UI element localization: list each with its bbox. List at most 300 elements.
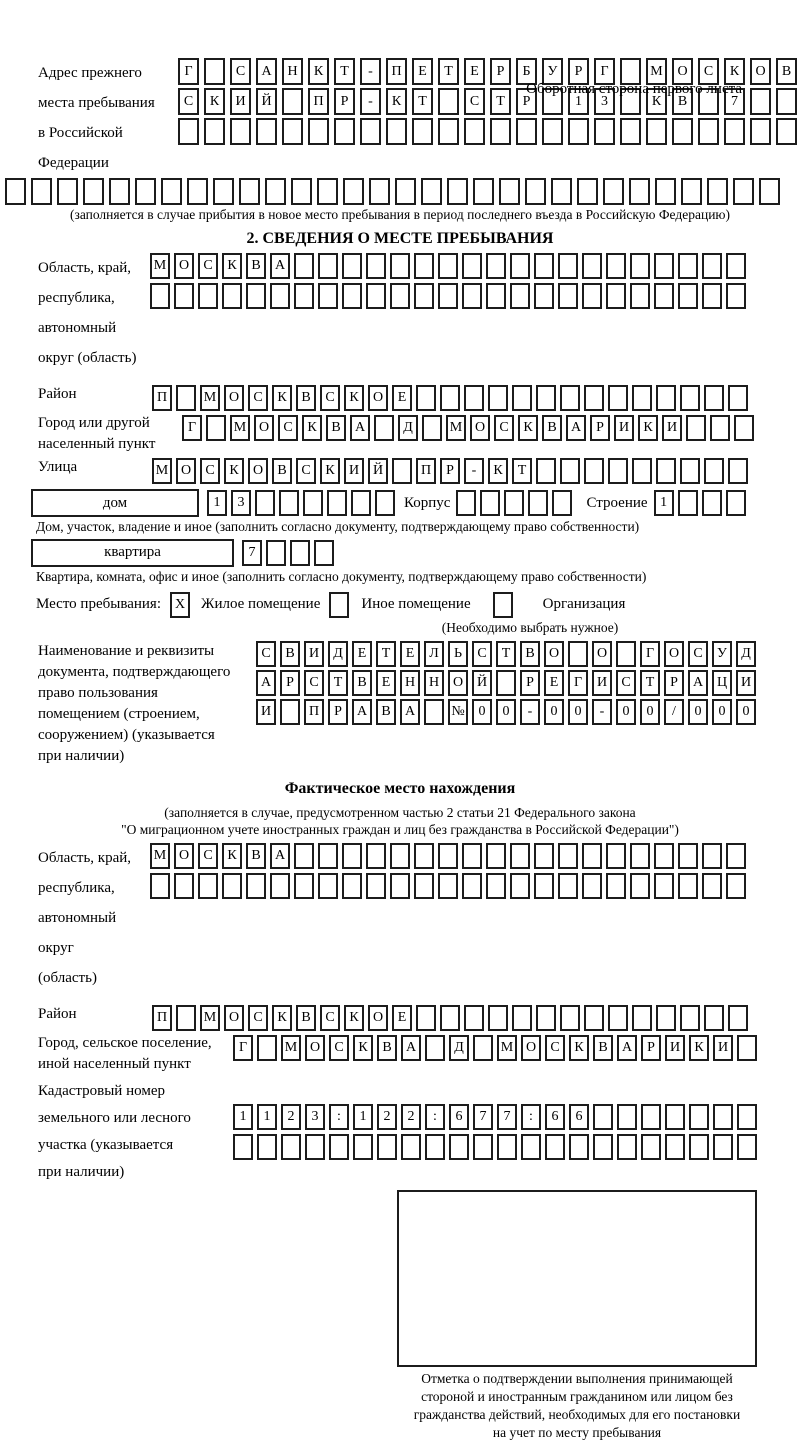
char-cell[interactable] bbox=[713, 1104, 733, 1130]
char-cell[interactable]: С bbox=[329, 1035, 349, 1061]
char-cell[interactable]: К bbox=[569, 1035, 589, 1061]
char-cell[interactable] bbox=[617, 1134, 637, 1160]
char-cell[interactable] bbox=[582, 253, 602, 279]
char-cell[interactable] bbox=[414, 253, 434, 279]
char-cell[interactable]: Р bbox=[280, 670, 300, 696]
char-cell[interactable]: - bbox=[360, 58, 381, 85]
char-cell[interactable]: Р bbox=[516, 88, 537, 115]
char-cell[interactable] bbox=[438, 283, 458, 309]
char-cell[interactable] bbox=[681, 178, 702, 205]
char-cell[interactable] bbox=[678, 490, 698, 516]
char-cell[interactable] bbox=[187, 178, 208, 205]
char-cell[interactable]: А bbox=[256, 58, 277, 85]
char-cell[interactable]: Г bbox=[640, 641, 660, 667]
char-cell[interactable] bbox=[233, 1134, 253, 1160]
char-cell[interactable]: 1 bbox=[257, 1104, 277, 1130]
char-cell[interactable] bbox=[246, 873, 266, 899]
char-cell[interactable]: И bbox=[713, 1035, 733, 1061]
char-cell[interactable] bbox=[375, 490, 395, 516]
char-cell[interactable] bbox=[279, 490, 299, 516]
char-cell[interactable] bbox=[534, 873, 554, 899]
char-cell[interactable] bbox=[424, 699, 444, 725]
char-cell[interactable] bbox=[390, 283, 410, 309]
char-cell[interactable]: И bbox=[736, 670, 756, 696]
char-cell[interactable] bbox=[510, 873, 530, 899]
char-cell[interactable] bbox=[282, 118, 303, 145]
char-cell[interactable]: К bbox=[344, 385, 364, 411]
char-cell[interactable] bbox=[31, 178, 52, 205]
char-cell[interactable]: К bbox=[689, 1035, 709, 1061]
char-cell[interactable] bbox=[392, 458, 412, 484]
char-cell[interactable]: В bbox=[542, 415, 562, 441]
char-cell[interactable]: С bbox=[464, 88, 485, 115]
char-cell[interactable]: Н bbox=[282, 58, 303, 85]
char-cell[interactable]: С bbox=[248, 385, 268, 411]
char-cell[interactable] bbox=[724, 118, 745, 145]
char-cell[interactable]: В bbox=[272, 458, 292, 484]
char-cell[interactable] bbox=[366, 253, 386, 279]
char-cell[interactable]: Т bbox=[334, 58, 355, 85]
char-cell[interactable]: С bbox=[304, 670, 324, 696]
char-cell[interactable]: М bbox=[150, 253, 170, 279]
char-cell[interactable] bbox=[737, 1035, 757, 1061]
char-cell[interactable]: Е bbox=[412, 58, 433, 85]
char-cell[interactable] bbox=[416, 385, 436, 411]
char-cell[interactable] bbox=[342, 253, 362, 279]
char-cell[interactable] bbox=[206, 415, 226, 441]
char-cell[interactable]: Р bbox=[520, 670, 540, 696]
char-cell[interactable]: У bbox=[712, 641, 732, 667]
char-cell[interactable]: 0 bbox=[616, 699, 636, 725]
char-cell[interactable] bbox=[486, 843, 506, 869]
char-cell[interactable] bbox=[728, 1005, 748, 1031]
char-cell[interactable] bbox=[342, 843, 362, 869]
char-cell[interactable]: 6 bbox=[449, 1104, 469, 1130]
char-cell[interactable] bbox=[473, 1035, 493, 1061]
char-cell[interactable] bbox=[318, 843, 338, 869]
char-cell[interactable] bbox=[656, 1005, 676, 1031]
char-cell[interactable] bbox=[83, 178, 104, 205]
char-cell[interactable] bbox=[440, 1005, 460, 1031]
char-cell[interactable] bbox=[704, 458, 724, 484]
char-cell[interactable]: Й bbox=[256, 88, 277, 115]
char-cell[interactable] bbox=[499, 178, 520, 205]
char-cell[interactable]: А bbox=[688, 670, 708, 696]
char-cell[interactable] bbox=[390, 843, 410, 869]
char-cell[interactable]: О bbox=[176, 458, 196, 484]
char-cell[interactable] bbox=[198, 283, 218, 309]
char-cell[interactable] bbox=[558, 253, 578, 279]
char-cell[interactable]: К bbox=[353, 1035, 373, 1061]
char-cell[interactable] bbox=[462, 283, 482, 309]
char-cell[interactable] bbox=[150, 873, 170, 899]
char-cell[interactable] bbox=[318, 253, 338, 279]
char-cell[interactable]: - bbox=[592, 699, 612, 725]
char-cell[interactable]: 2 bbox=[377, 1104, 397, 1130]
char-cell[interactable] bbox=[488, 385, 508, 411]
char-cell[interactable] bbox=[161, 178, 182, 205]
char-cell[interactable] bbox=[641, 1104, 661, 1130]
char-cell[interactable] bbox=[558, 873, 578, 899]
char-cell[interactable]: Г bbox=[178, 58, 199, 85]
char-cell[interactable] bbox=[726, 873, 746, 899]
char-cell[interactable] bbox=[608, 385, 628, 411]
char-cell[interactable] bbox=[617, 1104, 637, 1130]
char-cell[interactable]: Г bbox=[568, 670, 588, 696]
char-cell[interactable]: О bbox=[521, 1035, 541, 1061]
char-cell[interactable]: К bbox=[320, 458, 340, 484]
char-cell[interactable]: Д bbox=[328, 641, 348, 667]
char-cell[interactable] bbox=[569, 1134, 589, 1160]
char-cell[interactable] bbox=[282, 88, 303, 115]
char-cell[interactable]: О bbox=[750, 58, 771, 85]
char-cell[interactable] bbox=[655, 178, 676, 205]
char-cell[interactable] bbox=[174, 873, 194, 899]
char-cell[interactable]: О bbox=[224, 385, 244, 411]
char-cell[interactable] bbox=[568, 118, 589, 145]
char-cell[interactable]: В bbox=[246, 253, 266, 279]
char-cell[interactable] bbox=[608, 458, 628, 484]
char-cell[interactable] bbox=[672, 118, 693, 145]
char-cell[interactable]: С bbox=[198, 253, 218, 279]
char-cell[interactable] bbox=[603, 178, 624, 205]
char-cell[interactable] bbox=[551, 178, 572, 205]
char-cell[interactable]: 0 bbox=[640, 699, 660, 725]
char-cell[interactable] bbox=[294, 843, 314, 869]
char-cell[interactable] bbox=[462, 873, 482, 899]
char-cell[interactable]: 2 bbox=[281, 1104, 301, 1130]
char-cell[interactable] bbox=[414, 873, 434, 899]
char-cell[interactable]: 1 bbox=[207, 490, 227, 516]
char-cell[interactable]: Е bbox=[400, 641, 420, 667]
char-cell[interactable] bbox=[265, 178, 286, 205]
char-cell[interactable]: Е bbox=[464, 58, 485, 85]
char-cell[interactable] bbox=[57, 178, 78, 205]
char-cell[interactable]: Р bbox=[641, 1035, 661, 1061]
char-cell[interactable] bbox=[294, 873, 314, 899]
char-cell[interactable] bbox=[510, 843, 530, 869]
char-cell[interactable] bbox=[270, 873, 290, 899]
char-cell[interactable] bbox=[680, 1005, 700, 1031]
char-cell[interactable]: К bbox=[222, 253, 242, 279]
char-cell[interactable] bbox=[329, 1134, 349, 1160]
char-cell[interactable]: Й bbox=[368, 458, 388, 484]
char-cell[interactable] bbox=[390, 873, 410, 899]
char-cell[interactable]: Т bbox=[512, 458, 532, 484]
char-cell[interactable] bbox=[641, 1134, 661, 1160]
char-cell[interactable]: В bbox=[377, 1035, 397, 1061]
char-cell[interactable] bbox=[593, 1104, 613, 1130]
char-cell[interactable] bbox=[534, 253, 554, 279]
char-cell[interactable]: Д bbox=[736, 641, 756, 667]
char-cell[interactable]: Е bbox=[544, 670, 564, 696]
char-cell[interactable] bbox=[290, 540, 310, 566]
char-cell[interactable]: С bbox=[278, 415, 298, 441]
char-cell[interactable] bbox=[632, 458, 652, 484]
char-cell[interactable] bbox=[414, 283, 434, 309]
char-cell[interactable] bbox=[438, 873, 458, 899]
char-cell[interactable] bbox=[270, 283, 290, 309]
char-cell[interactable] bbox=[728, 458, 748, 484]
char-cell[interactable]: О bbox=[224, 1005, 244, 1031]
char-cell[interactable] bbox=[497, 1134, 517, 1160]
char-cell[interactable]: М bbox=[497, 1035, 517, 1061]
char-cell[interactable] bbox=[510, 283, 530, 309]
char-cell[interactable]: О bbox=[448, 670, 468, 696]
char-cell[interactable] bbox=[726, 283, 746, 309]
char-cell[interactable] bbox=[438, 843, 458, 869]
char-cell[interactable]: В bbox=[296, 385, 316, 411]
char-cell[interactable] bbox=[327, 490, 347, 516]
char-cell[interactable]: И bbox=[256, 699, 276, 725]
char-cell[interactable] bbox=[230, 118, 251, 145]
char-cell[interactable]: / bbox=[664, 699, 684, 725]
char-cell[interactable]: К bbox=[224, 458, 244, 484]
char-cell[interactable] bbox=[545, 1134, 565, 1160]
char-cell[interactable] bbox=[449, 1134, 469, 1160]
char-cell[interactable] bbox=[281, 1134, 301, 1160]
char-cell[interactable]: 3 bbox=[305, 1104, 325, 1130]
char-cell[interactable]: 7 bbox=[724, 88, 745, 115]
char-cell[interactable] bbox=[222, 283, 242, 309]
char-cell[interactable]: В bbox=[776, 58, 797, 85]
char-cell[interactable] bbox=[213, 178, 234, 205]
char-cell[interactable]: К bbox=[488, 458, 508, 484]
char-cell[interactable] bbox=[654, 843, 674, 869]
char-cell[interactable] bbox=[425, 1035, 445, 1061]
char-cell[interactable] bbox=[473, 178, 494, 205]
char-cell[interactable]: Ц bbox=[712, 670, 732, 696]
char-cell[interactable] bbox=[616, 641, 636, 667]
char-cell[interactable]: Н bbox=[400, 670, 420, 696]
char-cell[interactable]: С bbox=[320, 385, 340, 411]
char-cell[interactable] bbox=[594, 118, 615, 145]
char-cell[interactable] bbox=[582, 283, 602, 309]
char-cell[interactable]: О bbox=[470, 415, 490, 441]
char-cell[interactable]: С bbox=[230, 58, 251, 85]
char-cell[interactable] bbox=[294, 283, 314, 309]
char-cell[interactable] bbox=[776, 118, 797, 145]
char-cell[interactable] bbox=[294, 253, 314, 279]
char-cell[interactable] bbox=[630, 283, 650, 309]
char-cell[interactable]: М bbox=[281, 1035, 301, 1061]
char-cell[interactable] bbox=[654, 283, 674, 309]
char-cell[interactable] bbox=[318, 873, 338, 899]
char-cell[interactable]: К bbox=[518, 415, 538, 441]
char-cell[interactable] bbox=[750, 88, 771, 115]
char-cell[interactable] bbox=[414, 843, 434, 869]
char-cell[interactable]: 0 bbox=[568, 699, 588, 725]
stay-type-organization-checkbox[interactable] bbox=[493, 592, 513, 618]
char-cell[interactable] bbox=[422, 415, 442, 441]
char-cell[interactable] bbox=[109, 178, 130, 205]
char-cell[interactable] bbox=[486, 283, 506, 309]
char-cell[interactable] bbox=[366, 283, 386, 309]
char-cell[interactable]: О bbox=[174, 843, 194, 869]
char-cell[interactable]: П bbox=[386, 58, 407, 85]
char-cell[interactable] bbox=[329, 592, 349, 618]
char-cell[interactable] bbox=[733, 178, 754, 205]
char-cell[interactable]: Н bbox=[424, 670, 444, 696]
char-cell[interactable] bbox=[222, 873, 242, 899]
char-cell[interactable] bbox=[369, 178, 390, 205]
char-cell[interactable] bbox=[577, 178, 598, 205]
char-cell[interactable] bbox=[401, 1134, 421, 1160]
char-cell[interactable]: В bbox=[520, 641, 540, 667]
char-cell[interactable]: 1 bbox=[353, 1104, 373, 1130]
char-cell[interactable] bbox=[528, 490, 548, 516]
char-cell[interactable]: - bbox=[520, 699, 540, 725]
char-cell[interactable]: Г bbox=[233, 1035, 253, 1061]
char-cell[interactable]: Т bbox=[328, 670, 348, 696]
char-cell[interactable] bbox=[291, 178, 312, 205]
char-cell[interactable] bbox=[512, 1005, 532, 1031]
char-cell[interactable]: Р bbox=[490, 58, 511, 85]
char-cell[interactable]: Г bbox=[594, 58, 615, 85]
char-cell[interactable]: А bbox=[352, 699, 372, 725]
char-cell[interactable] bbox=[702, 253, 722, 279]
char-cell[interactable]: М bbox=[200, 385, 220, 411]
char-cell[interactable]: К bbox=[386, 88, 407, 115]
char-cell[interactable] bbox=[582, 843, 602, 869]
char-cell[interactable]: Д bbox=[398, 415, 418, 441]
char-cell[interactable] bbox=[390, 253, 410, 279]
char-cell[interactable] bbox=[606, 873, 626, 899]
char-cell[interactable] bbox=[204, 118, 225, 145]
char-cell[interactable] bbox=[521, 1134, 541, 1160]
char-cell[interactable]: У bbox=[542, 58, 563, 85]
char-cell[interactable] bbox=[629, 178, 650, 205]
char-cell[interactable] bbox=[593, 1134, 613, 1160]
char-cell[interactable] bbox=[680, 458, 700, 484]
char-cell[interactable] bbox=[176, 1005, 196, 1031]
char-cell[interactable] bbox=[496, 670, 516, 696]
char-cell[interactable] bbox=[486, 873, 506, 899]
char-cell[interactable] bbox=[606, 283, 626, 309]
char-cell[interactable] bbox=[630, 253, 650, 279]
char-cell[interactable] bbox=[255, 490, 275, 516]
char-cell[interactable] bbox=[198, 873, 218, 899]
char-cell[interactable]: 7 bbox=[242, 540, 262, 566]
char-cell[interactable] bbox=[584, 458, 604, 484]
char-cell[interactable] bbox=[678, 253, 698, 279]
char-cell[interactable]: Д bbox=[449, 1035, 469, 1061]
char-cell[interactable]: 1 bbox=[654, 490, 674, 516]
char-cell[interactable]: И bbox=[614, 415, 634, 441]
char-cell[interactable]: С bbox=[472, 641, 492, 667]
char-cell[interactable] bbox=[525, 178, 546, 205]
char-cell[interactable]: О bbox=[254, 415, 274, 441]
char-cell[interactable] bbox=[702, 843, 722, 869]
char-cell[interactable]: Т bbox=[376, 641, 396, 667]
char-cell[interactable] bbox=[360, 118, 381, 145]
char-cell[interactable] bbox=[608, 1005, 628, 1031]
char-cell[interactable] bbox=[421, 178, 442, 205]
char-cell[interactable] bbox=[728, 385, 748, 411]
char-cell[interactable] bbox=[536, 1005, 556, 1031]
char-cell[interactable]: К bbox=[308, 58, 329, 85]
char-cell[interactable]: : bbox=[425, 1104, 445, 1130]
char-cell[interactable]: Ь bbox=[448, 641, 468, 667]
char-cell[interactable] bbox=[776, 88, 797, 115]
char-cell[interactable] bbox=[462, 253, 482, 279]
char-cell[interactable]: И bbox=[592, 670, 612, 696]
char-cell[interactable]: Е bbox=[392, 385, 412, 411]
char-cell[interactable] bbox=[558, 843, 578, 869]
char-cell[interactable]: А bbox=[350, 415, 370, 441]
char-cell[interactable]: К bbox=[638, 415, 658, 441]
char-cell[interactable]: П bbox=[304, 699, 324, 725]
char-cell[interactable] bbox=[353, 1134, 373, 1160]
char-cell[interactable]: Т bbox=[496, 641, 516, 667]
char-cell[interactable] bbox=[493, 592, 513, 618]
char-cell[interactable] bbox=[464, 385, 484, 411]
char-cell[interactable]: С bbox=[698, 58, 719, 85]
char-cell[interactable]: 3 bbox=[594, 88, 615, 115]
char-cell[interactable]: О bbox=[174, 253, 194, 279]
char-cell[interactable] bbox=[632, 1005, 652, 1031]
char-cell[interactable]: В bbox=[296, 1005, 316, 1031]
char-cell[interactable]: П bbox=[152, 385, 172, 411]
char-cell[interactable]: В bbox=[593, 1035, 613, 1061]
char-cell[interactable] bbox=[447, 178, 468, 205]
char-cell[interactable] bbox=[490, 118, 511, 145]
char-cell[interactable]: К bbox=[222, 843, 242, 869]
char-cell[interactable] bbox=[374, 415, 394, 441]
char-cell[interactable] bbox=[606, 253, 626, 279]
char-cell[interactable]: 3 bbox=[231, 490, 251, 516]
char-cell[interactable]: № bbox=[448, 699, 468, 725]
char-cell[interactable] bbox=[438, 253, 458, 279]
char-cell[interactable] bbox=[737, 1104, 757, 1130]
char-cell[interactable]: В bbox=[672, 88, 693, 115]
char-cell[interactable]: Р bbox=[664, 670, 684, 696]
char-cell[interactable]: С bbox=[616, 670, 636, 696]
char-cell[interactable] bbox=[246, 283, 266, 309]
char-cell[interactable] bbox=[552, 490, 572, 516]
char-cell[interactable]: К bbox=[272, 1005, 292, 1031]
char-cell[interactable] bbox=[303, 490, 323, 516]
char-cell[interactable] bbox=[560, 458, 580, 484]
char-cell[interactable] bbox=[256, 118, 277, 145]
char-cell[interactable] bbox=[464, 1005, 484, 1031]
char-cell[interactable] bbox=[150, 283, 170, 309]
char-cell[interactable] bbox=[702, 283, 722, 309]
char-cell[interactable] bbox=[534, 283, 554, 309]
char-cell[interactable] bbox=[654, 253, 674, 279]
char-cell[interactable]: С bbox=[198, 843, 218, 869]
char-cell[interactable]: Б bbox=[516, 58, 537, 85]
char-cell[interactable]: О bbox=[248, 458, 268, 484]
char-cell[interactable] bbox=[750, 118, 771, 145]
char-cell[interactable]: 0 bbox=[472, 699, 492, 725]
char-cell[interactable]: С bbox=[320, 1005, 340, 1031]
char-cell[interactable] bbox=[726, 843, 746, 869]
char-cell[interactable]: В bbox=[376, 699, 396, 725]
char-cell[interactable] bbox=[665, 1134, 685, 1160]
char-cell[interactable]: Г bbox=[182, 415, 202, 441]
char-cell[interactable]: К bbox=[204, 88, 225, 115]
char-cell[interactable] bbox=[488, 1005, 508, 1031]
char-cell[interactable]: М bbox=[152, 458, 172, 484]
char-cell[interactable] bbox=[704, 1005, 724, 1031]
char-cell[interactable]: X bbox=[170, 592, 190, 618]
char-cell[interactable] bbox=[308, 118, 329, 145]
char-cell[interactable]: С bbox=[200, 458, 220, 484]
char-cell[interactable]: - bbox=[360, 88, 381, 115]
char-cell[interactable] bbox=[620, 118, 641, 145]
char-cell[interactable]: В bbox=[326, 415, 346, 441]
